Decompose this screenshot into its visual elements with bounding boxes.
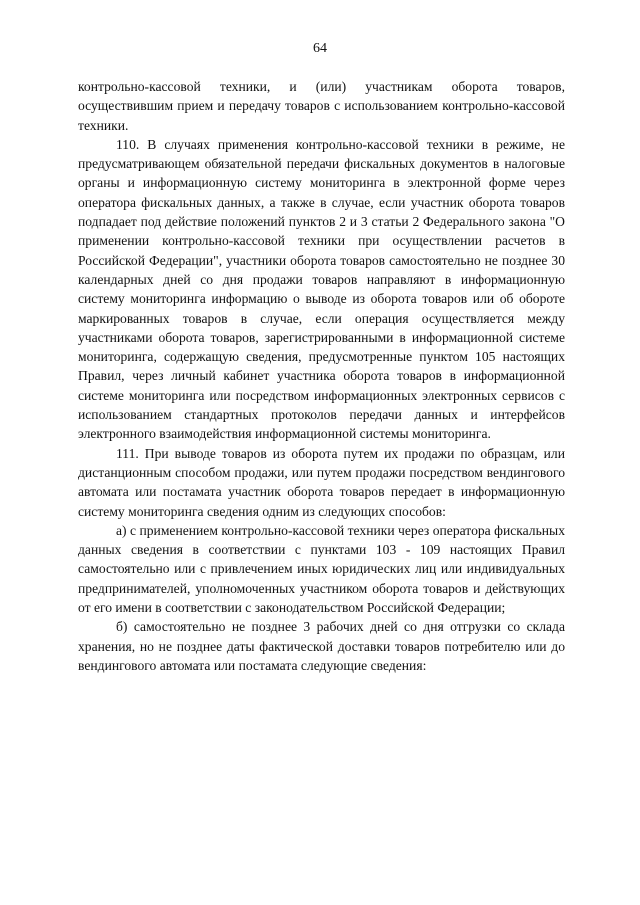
paragraph-111: 111. При выводе товаров из оборота путем их продажи по образцам, или дистанционным способом продажи, или путем продажи посредством вендингового автомата или постамата участник оборота товаров передает в информационную систему мониторинга сведения одним из следующих способов:: [78, 445, 565, 519]
paragraph-110: 110. В случаях применения контрольно-кассовой техники в режиме, не предусматривающем обязательной передачи фискальных документов в налоговые органы и информационную систему мониторинга в электронной форме через оператора фискальных данных, а также в случае, если участник оборота товаров подпадает под действие положений пунктов 2 и 3 статьи 2 Федерального закона "О применении контрольно-кассовой техники при осуществлении расчетов в Российской Федерации", участники оборота товаров самостоятельно не позднее 30 календарных дней со дня продажи товаров направляют в информационную систему мониторинга информацию о выводе из оборота товаров или об обороте маркированных товаров в случае, если операция осуществляется между участниками оборота товаров, зарегистрированными в информационной системе мониторинга, содержащую сведения, предусмотренные пунктом 105 настоящих Правил, через личный кабинет участника оборота товаров в информационной системе мониторинга или посредством информационных электронных сервисов с использованием стандартных протоколов передачи данных и интерфейсов электронного взаимодействия информационной системы мониторинга.: [78, 136, 565, 442]
page-number: 64: [313, 41, 327, 56]
document-body: [78, 77, 565, 675]
paragraph-111-a: а) с применением контрольно-кассовой техники через оператора фискальных данных сведения в соответствии с пунктами 103 - 109 настоящих Правил самостоятельно или с привлечением иных юридических лиц или индивидуальных предпринимателей, уполномоченных участником оборота товаров и действующих от его имени в соответствии с законодательством Российской Федерации;: [78, 522, 565, 616]
paragraph-111-b: б) самостоятельно не позднее 3 рабочих дней со дня отгрузки со склада хранения, но не позднее даты фактической доставки товаров потребителю или до вендингового автомата или постамата следующие сведения:: [78, 619, 565, 673]
paragraph-continuation: контрольно-кассовой техники, и (или) участникам оборота товаров, осуществившим прием и передачу товаров с использованием контрольно-кассовой техники.: [78, 79, 565, 133]
